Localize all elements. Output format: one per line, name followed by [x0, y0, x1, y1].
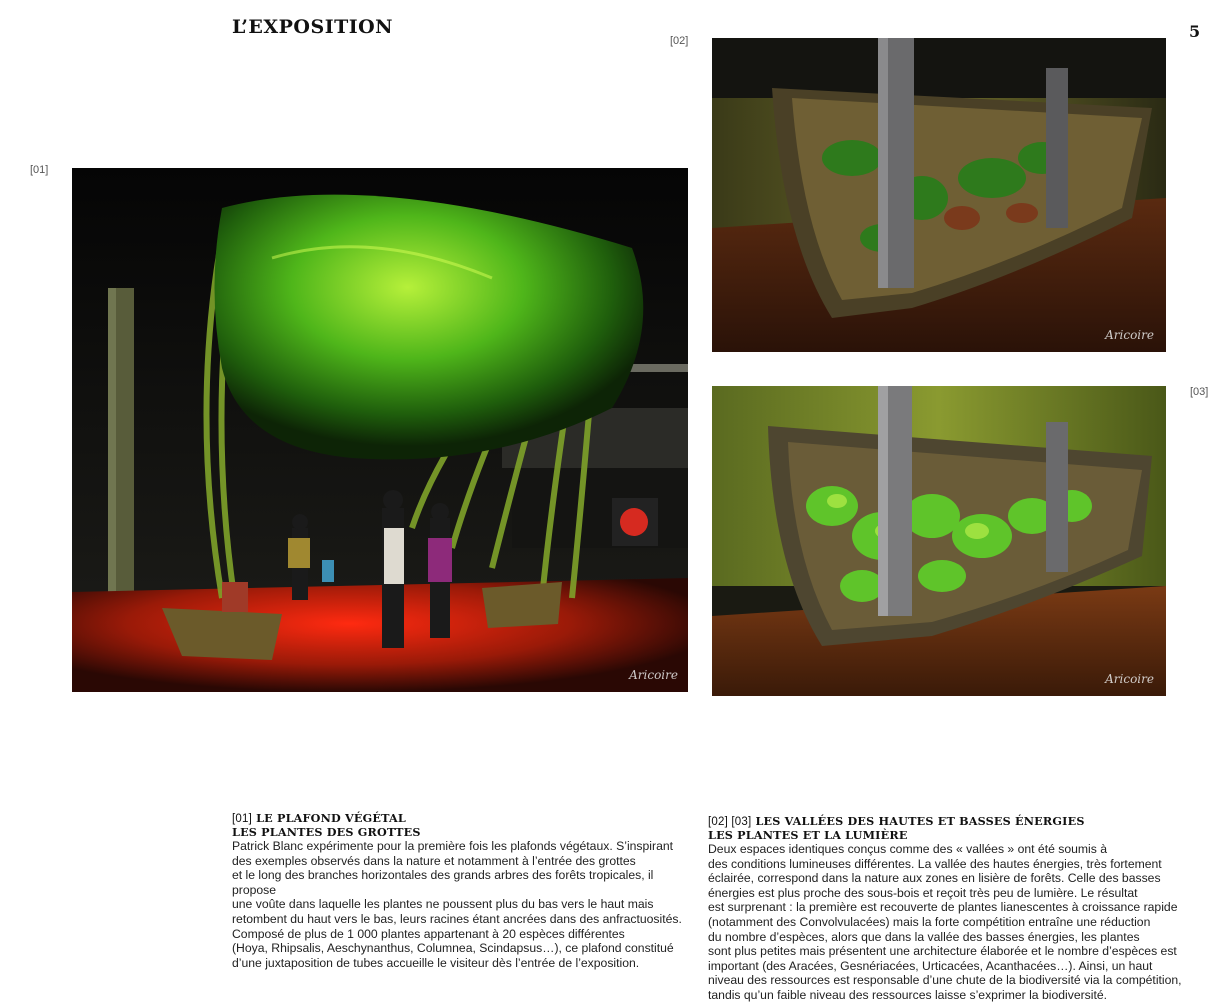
section-title: L’EXPOSITION: [232, 16, 394, 38]
figure-03-illustration: [712, 386, 1166, 696]
caption-line: important (des Aracées, Gesnériacées, Urticacées, Acanthacées…). Ainsi, un haut: [708, 958, 1153, 973]
caption-heading: [232, 812, 692, 826]
caption-line: retombent du haut vers le bas, leurs racines étant ancrées dans des anfractuosités.: [232, 911, 682, 926]
signature: Aricoire: [1105, 328, 1154, 342]
caption-subtitle: LES PLANTES ET LA LUMIÈRE: [708, 828, 908, 842]
caption-line: du nombre d’espèces, alors que dans la vallée des basses énergies, les plantes: [708, 929, 1140, 944]
caption-line: est surprenant : la première est recouverte de plantes lianescentes à croissance rapide: [708, 900, 1178, 915]
page-number: 5: [1189, 22, 1201, 41]
caption-line: Composé de plus de 1 000 plantes appartenant à 20 espèces différentes: [232, 926, 625, 941]
caption-line: (notamment des Convolvulacées) mais la forte compétition entraîne une réduction: [708, 914, 1151, 929]
caption-title: LE PLAFOND VÉGÉTAL: [256, 811, 406, 825]
figure-ref-01: [01]: [30, 164, 49, 176]
caption-line: énergies est plus proche des sous-bois et reçoit très peu de lumière. Le résultat: [708, 885, 1138, 900]
figure-01-illustration: [72, 168, 688, 692]
caption-ref: [01]: [232, 813, 252, 825]
signature: Aricoire: [629, 668, 678, 682]
caption-01: [232, 812, 692, 970]
figure-ref-02: [02]: [670, 35, 689, 47]
caption-line: et le long des branches horizontales des grands arbres des forêts tropicales, il propose: [232, 868, 654, 897]
signature: Aricoire: [1105, 672, 1154, 686]
caption-line: éclairée, correspond dans la nature aux zones en lisière de forêts. Celle des basses: [708, 871, 1161, 886]
caption-title: LES VALLÉES DES HAUTES ET BASSES ÉNERGIES: [755, 814, 1085, 828]
caption-heading: [708, 815, 1208, 829]
caption-line: une voûte dans laquelle les plantes ne poussent plus du bas vers le haut mais: [232, 897, 654, 912]
figure-02-illustration: [712, 38, 1166, 352]
figure-ref-03: [03]: [1190, 386, 1209, 398]
caption-02-03: [708, 815, 1208, 1003]
caption-line: (Hoya, Rhipsalis, Aeschynanthus, Columnea, Scindapsus…), ce plafond constitué: [232, 941, 674, 956]
caption-ref: [02] [03]: [708, 816, 752, 828]
caption-line: niveau des ressources est responsable d’une chute de la biodiversité via la compétition,: [708, 973, 1182, 988]
caption-line: d’une juxtaposition de tubes accueille le visiteur dès l’entrée de l’exposition.: [232, 955, 640, 970]
caption-line: tandis qu’un faible niveau des ressources laisse s’exprimer la biodiversité.: [708, 987, 1108, 1002]
caption-line: des conditions lumineuses différentes. La vallée des hautes énergies, très fortement: [708, 856, 1162, 871]
caption-subtitle: LES PLANTES DES GROTTES: [232, 825, 421, 839]
caption-line: Patrick Blanc expérimente pour la première fois les plafonds végétaux. S’inspirant: [232, 839, 674, 853]
caption-line: des exemples observés dans la nature et notamment à l’entrée des grottes: [232, 853, 636, 868]
caption-line: Deux espaces identiques conçus comme des « vallées » ont été soumis à: [708, 842, 1108, 856]
caption-line: sont plus petites mais présentent une architecture élaborée et le nombre d’espèces est: [708, 944, 1177, 959]
